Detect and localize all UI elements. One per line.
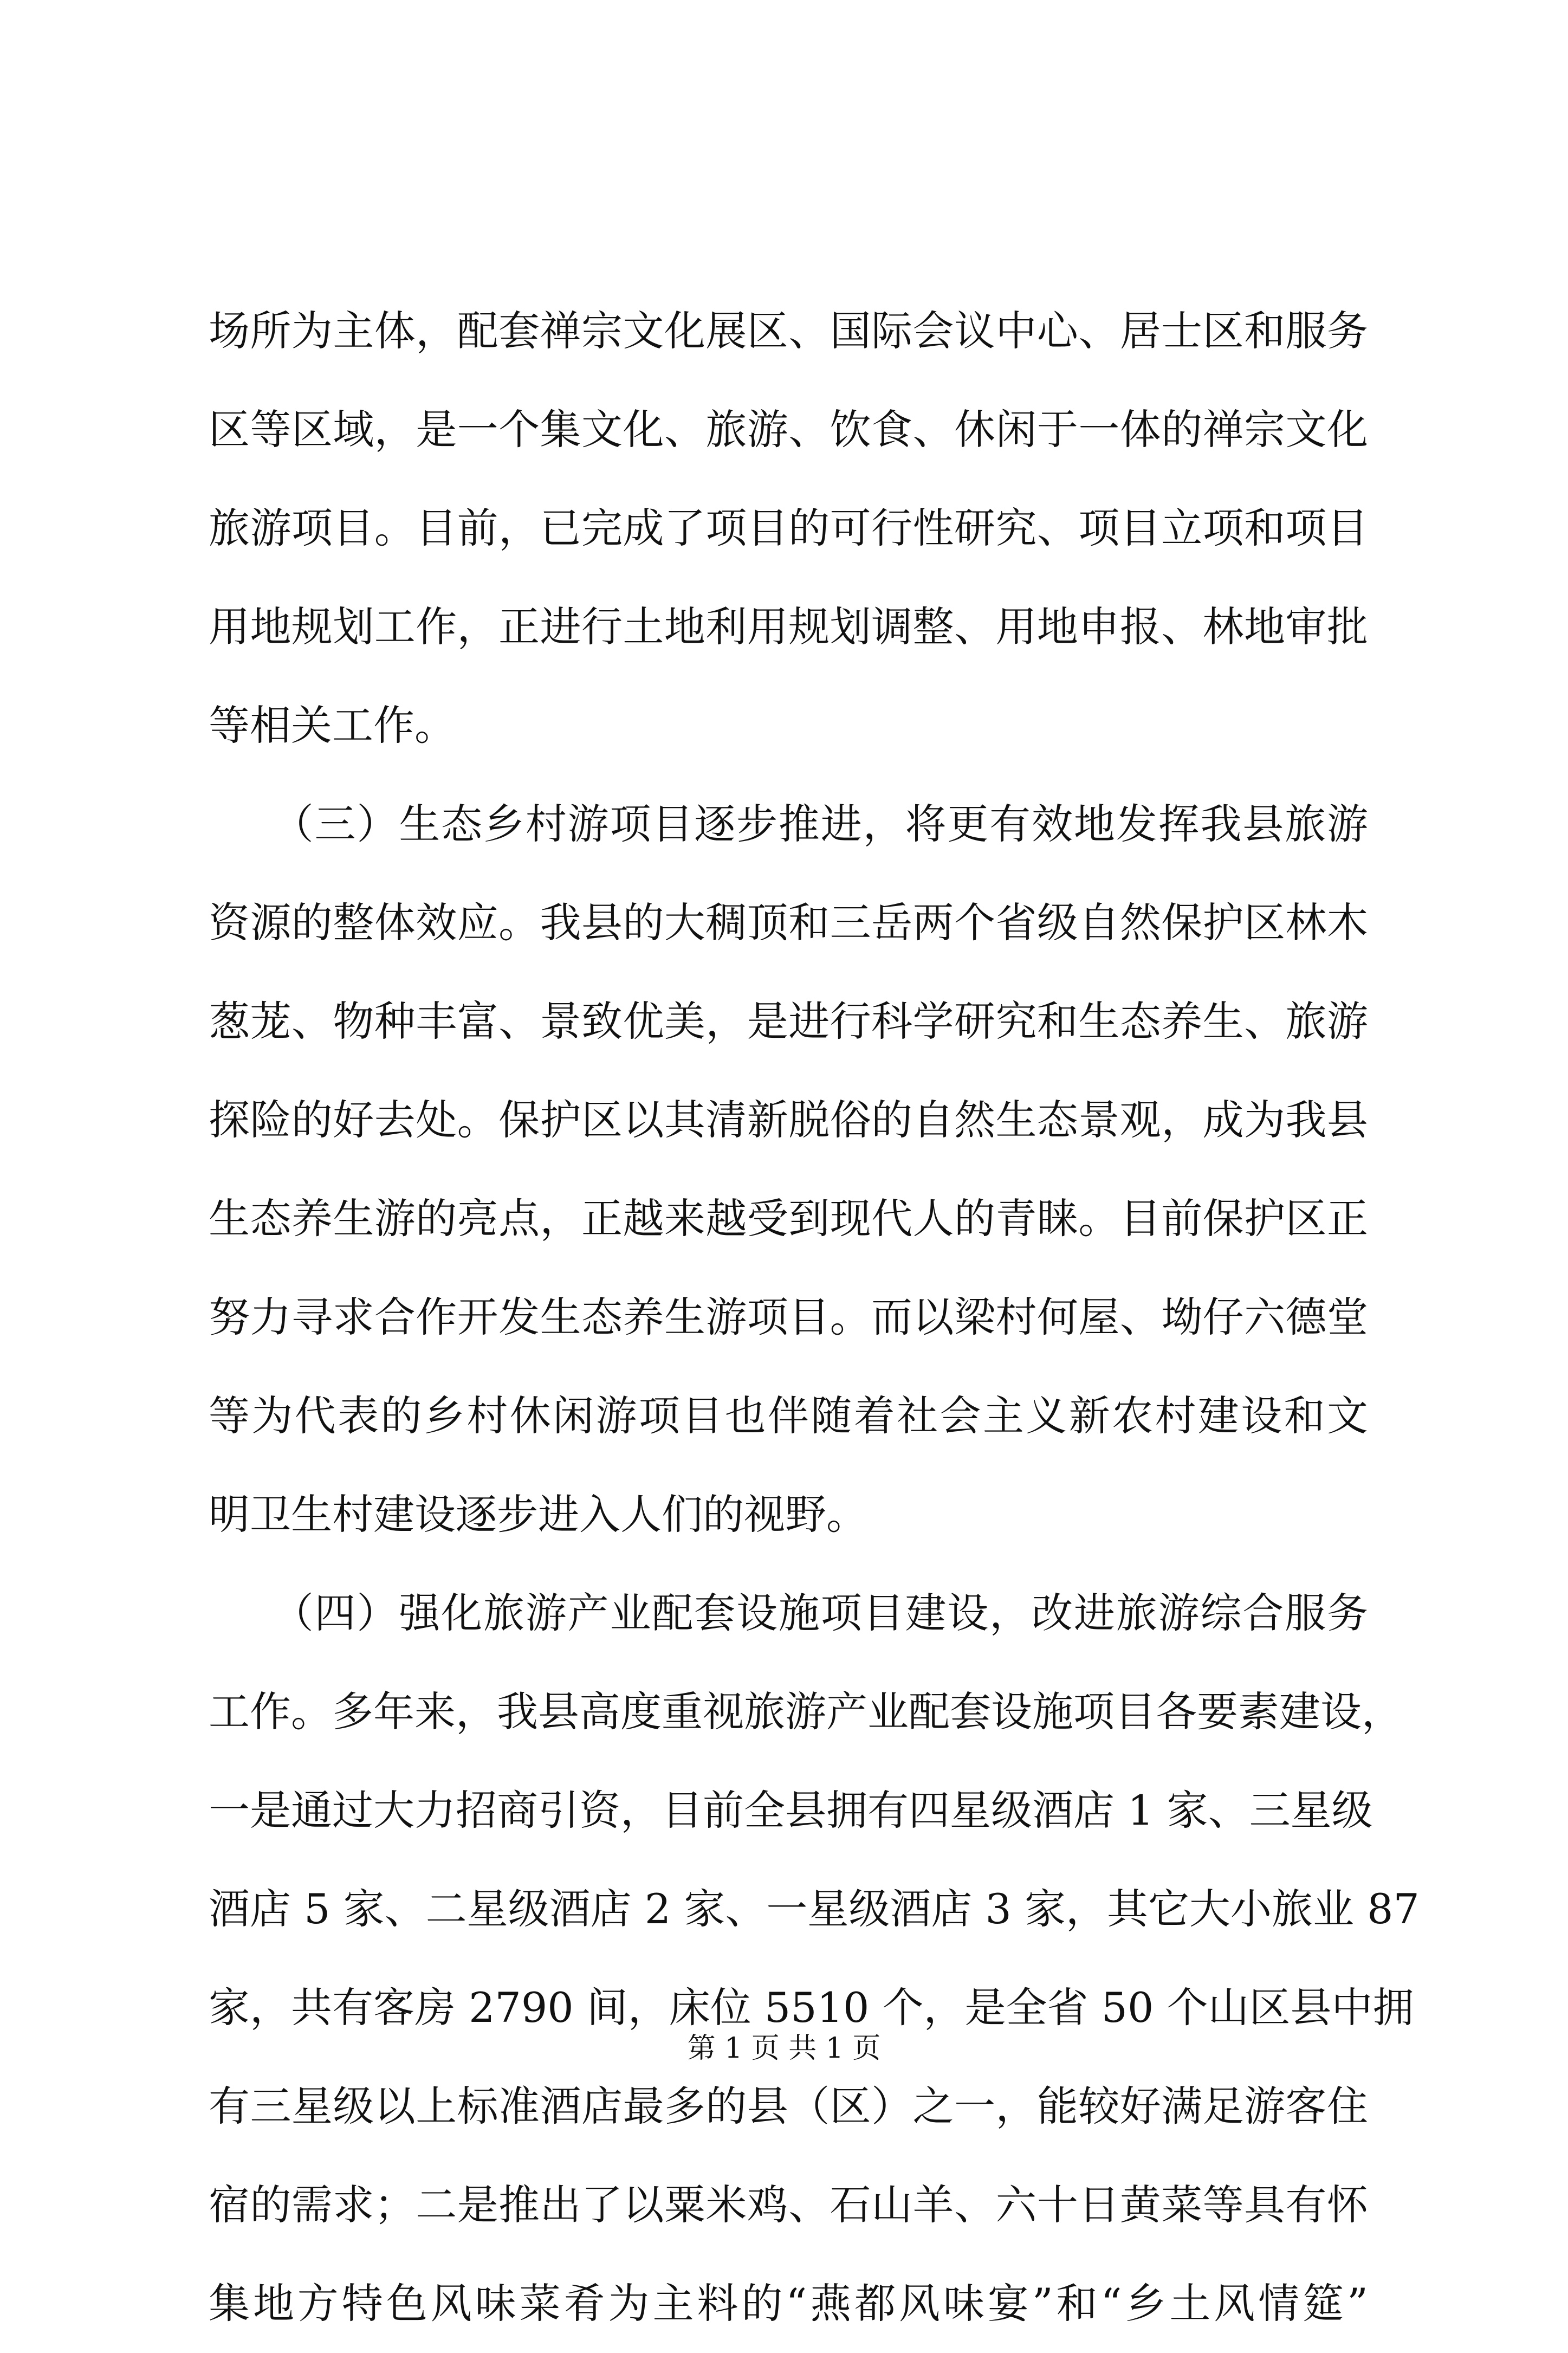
text-line: 家，共有客房 2790 间，床位 5510 个，是全省 50 个山区县中拥 bbox=[209, 1983, 1414, 2032]
text-line: 努力寻求合作开发生态养生游项目。而以梁村何屋、坳仔六德堂 bbox=[209, 1293, 1368, 1341]
text-line: 一是通过大力招商引资，目前全县拥有四星级酒店 1 家、三星级 bbox=[209, 1786, 1373, 1834]
text-line: 集地方特色风味菜肴为主料的“燕都风味宴”和“乡土风情筵” bbox=[209, 2279, 1368, 2328]
text-line: 工作。多年来，我县高度重视旅游产业配套设施项目各要素建设， bbox=[209, 1688, 1403, 1736]
text-line: 旅游项目。目前，已完成了项目的可行性研究、项目立项和项目 bbox=[209, 504, 1368, 552]
page-footer: 第 1 页 共 1 页 bbox=[687, 2032, 881, 2065]
text-line: 探险的好去处。保护区以其清新脱俗的自然生态景观，成为我县 bbox=[209, 1096, 1368, 1144]
text-line: 酒店 5 家、二星级酒店 2 家、一星级酒店 3 家，其它大小旅业 87 bbox=[209, 1885, 1420, 1933]
text-line: 场所为主体，配套禅宗文化展区、国际会议中心、居士区和服务 bbox=[209, 307, 1368, 355]
text-line: 葱茏、物种丰富、景致优美，是进行科学研究和生态养生、旅游 bbox=[209, 997, 1368, 1045]
text-line: 等相关工作。 bbox=[209, 701, 456, 749]
text-line: 等为代表的乡村休闲游项目也伴随着社会主义新农村建设和文 bbox=[209, 1392, 1368, 1440]
text-line: 用地规划工作，正进行土地利用规划调整、用地申报、林地审批 bbox=[209, 603, 1368, 651]
text-line: 生态养生游的亮点，正越来越受到现代人的青睐。目前保护区正 bbox=[209, 1194, 1368, 1243]
text-line: 有三星级以上标准酒店最多的县（区）之一，能较好满足游客住 bbox=[209, 2082, 1368, 2130]
text-line: 明卫生村建设逐步进入人们的视野。 bbox=[209, 1490, 867, 1538]
text-line: （四）强化旅游产业配套设施项目建设，改进旅游综合服务 bbox=[209, 1589, 1368, 1637]
text-line: 区等区域，是一个集文化、旅游、饮食、休闲于一体的禅宗文化 bbox=[209, 405, 1368, 454]
text-line: 宿的需求；二是推出了以粟米鸡、石山羊、六十日黄菜等具有怀 bbox=[209, 2181, 1368, 2229]
text-line: 资源的整体效应。我县的大稠顶和三岳两个省级自然保护区林木 bbox=[209, 898, 1368, 947]
text-line: （三）生态乡村游项目逐步推进，将更有效地发挥我县旅游 bbox=[209, 800, 1368, 848]
